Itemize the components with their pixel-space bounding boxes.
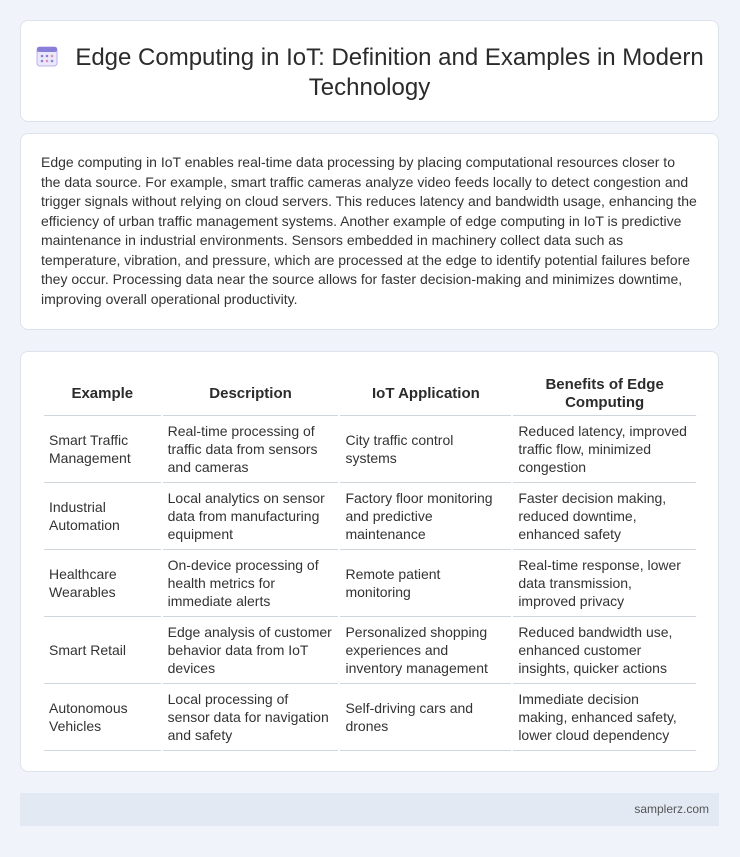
cell-example: Healthcare Wearables bbox=[44, 550, 161, 617]
cell-description: Local processing of sensor data for navigation and safety bbox=[163, 684, 339, 751]
footer-site-link[interactable]: samplerz.com bbox=[634, 802, 709, 816]
table-card bbox=[20, 351, 719, 772]
cell-example: Smart Traffic Management bbox=[44, 416, 161, 483]
table-row bbox=[44, 483, 696, 550]
cell-benefits: Real-time response, lower data transmission, improved privacy bbox=[513, 550, 696, 617]
cell-example: Smart Retail bbox=[44, 617, 161, 684]
calendar-grid-icon bbox=[35, 44, 59, 68]
footer-bar bbox=[20, 793, 719, 826]
table-row bbox=[44, 617, 696, 684]
header-benefits: Benefits of Edge Computing bbox=[513, 372, 696, 416]
cell-benefits: Immediate decision making, enhanced safety, lower cloud dependency bbox=[513, 684, 696, 751]
examples-table bbox=[42, 372, 698, 751]
header-example: Example bbox=[44, 372, 161, 416]
cell-iot-application: Factory floor monitoring and predictive maintenance bbox=[340, 483, 511, 550]
cell-iot-application: Self-driving cars and drones bbox=[340, 684, 511, 751]
table-row bbox=[44, 416, 696, 483]
cell-benefits: Reduced bandwidth use, enhanced customer insights, quicker actions bbox=[513, 617, 696, 684]
table-row bbox=[44, 684, 696, 751]
intro-paragraph: Edge computing in IoT enables real-time data processing by placing computational resources closer to the data source. For example, smart traffic cameras analyze video feeds locally to detect congestion and trigger signals without relying on cloud servers. This reduces latency and bandwidth usage, enhancing the efficiency of urban traffic management systems. Another example of edge computing in IoT is predictive maintenance in industrial environments. Sensors embedded in machinery collect data such as temperature, vibration, and pressure, which are processed at the edge to identify potential failures before they occur. Processing data near the source allows for faster decision-making and minimizes downtime, improving overall operational productivity. bbox=[41, 154, 697, 307]
cell-iot-application: City traffic control systems bbox=[340, 416, 511, 483]
page-title-text: Edge Computing in IoT: Definition and Examples in Modern Technology bbox=[75, 44, 704, 101]
cell-description: Real-time processing of traffic data from sensors and cameras bbox=[163, 416, 339, 483]
cell-example: Autonomous Vehicles bbox=[44, 684, 161, 751]
table-row bbox=[44, 550, 696, 617]
cell-benefits: Faster decision making, reduced downtime, enhanced safety bbox=[513, 483, 696, 550]
intro-card bbox=[20, 133, 719, 330]
title-card bbox=[20, 20, 719, 122]
cell-description: Local analytics on sensor data from manufacturing equipment bbox=[163, 483, 339, 550]
table-header-row bbox=[44, 372, 696, 416]
cell-benefits: Reduced latency, improved traffic flow, minimized congestion bbox=[513, 416, 696, 483]
page-title bbox=[21, 43, 718, 103]
cell-example: Industrial Automation bbox=[44, 483, 161, 550]
header-iot-application: IoT Application bbox=[340, 372, 511, 416]
cell-description: Edge analysis of customer behavior data from IoT devices bbox=[163, 617, 339, 684]
cell-description: On-device processing of health metrics for immediate alerts bbox=[163, 550, 339, 617]
cell-iot-application: Remote patient monitoring bbox=[340, 550, 511, 617]
cell-iot-application: Personalized shopping experiences and inventory management bbox=[340, 617, 511, 684]
header-description: Description bbox=[163, 372, 339, 416]
